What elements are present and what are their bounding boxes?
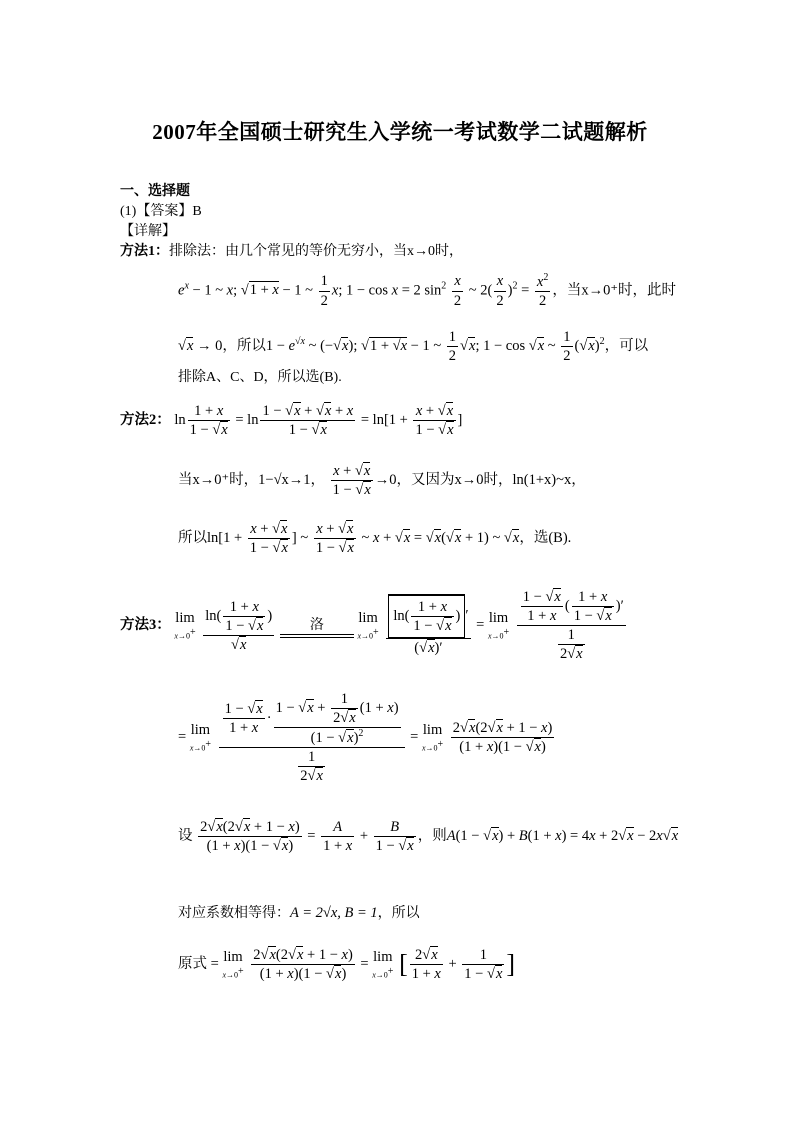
- method3-let: 设: [178, 827, 193, 844]
- frac: $\frac{1}{2}$: [448, 329, 457, 365]
- limit: lim x→0+: [357, 610, 379, 641]
- method2-so: 所以: [178, 529, 207, 546]
- method1-intro: 排除法：由几个常见的等价无穷小，当x→0时，: [169, 244, 463, 259]
- method2-formula-2: [178, 462, 586, 499]
- answer-line: [120, 200, 202, 220]
- lhopital-label: 洛: [309, 617, 324, 633]
- method1-formula-1: $e^x - 1$ ~ x; √1 + x − 1 ~ $\frac{1}{2}$ x; 1 − cos x = 2 $\sin^2$ $\frac{x}{2}$ ~ 2( $\frac{x}{2}$ )$^2$ = $\frac{x^2}{2}$ ，当x→0⁺时，此时: [178, 272, 676, 309]
- limit: lim x→0+: [372, 949, 394, 980]
- method1-exclude: 排除A、C、D，所以选(B).: [178, 370, 342, 385]
- frac: $\frac{1 - √x}{1 + x}$ ( $\frac{1 + x}{1 - √x}$ )′ $\frac{1}{2√x}$: [517, 588, 626, 664]
- limit: lim x→0+: [189, 722, 212, 753]
- method3-then: ，则: [417, 827, 447, 844]
- method3-orig: 原式: [178, 955, 207, 972]
- frac: $\frac{x}{2}$: [496, 273, 504, 309]
- frac: $\frac{1 + x}{1 - √x}$: [189, 403, 228, 439]
- frac: $\frac{B}{1 - √x}$: [375, 819, 414, 855]
- frac: $\frac{A}{1 + x}$: [323, 819, 353, 855]
- method3-coef-result: A = 2√x, B = 1: [290, 905, 378, 921]
- detail-label: 【详解】: [120, 224, 176, 239]
- answer-value: B: [192, 204, 202, 219]
- method2-label: 方法2：: [120, 411, 171, 428]
- frac: ln( $\frac{1 + x}{1 - √x}$ ) √x: [205, 598, 273, 653]
- limit: lim x→0+: [174, 610, 196, 641]
- page-title: 2007年全国硕士研究生入学统一考试数学二试题解析: [152, 120, 648, 144]
- frac: ln( $\frac{1 + x}{1 - √x}$ ) ′ (√x)′: [386, 594, 470, 657]
- method3-formula-1: 方法3： lim x→0+ ln( $\frac{1 + x}{1 - √x}$ ) √x 洛 lim x→0+ ln( $\frac{1 + x}{1 - √x}$ ) ′ (√x)′ = lim x→0+ $\frac{1 - √x}{1 + x}$ ( $\frac{1 + x}{1 - √x}$ )′ $\frac{1}{2√x}$: [120, 589, 624, 663]
- frac: $\frac{x}{2}$: [453, 273, 462, 309]
- method2-formula-1: 方法2： ln $\frac{1 + x}{1 - √x}$ = ln $\frac{1 - √x + √x + x}{1 - √x}$ = ln[1 + $\frac{x + √x}{1 - √x}$ ]: [120, 403, 463, 439]
- method2-when: 当x→0⁺时，1−√x→1，: [178, 471, 326, 488]
- answer-prefix: (1)【答案】: [120, 204, 193, 219]
- method1-label: 方法1：: [120, 244, 169, 259]
- method1-line: [120, 240, 463, 260]
- frac: $\frac{x + √x}{1 - √x}$: [332, 463, 371, 499]
- frac: $\frac{x + √x}{1 - √x}$: [315, 521, 354, 557]
- method2-formula-3: 所以ln[1 + $\frac{x + √x}{1 - √x}$ ] ~ $\frac{x + √x}{1 - √x}$ ~ x + √x = √x(√x + 1) ~ √x，选(B).: [178, 521, 572, 557]
- method1-so: ，所以: [222, 337, 266, 354]
- frac: $\frac{2√x(2√x + 1 - x)}{(1 + x)(1 - √x)}$: [452, 720, 553, 756]
- method3-formula-3: 设 $\frac{2√x(2√x + 1 - x)}{(1 + x)(1 - √x)}$ = $\frac{A}{1 + x}$ + $\frac{B}{1 - √x}$ ，则A(1 − √x) + B(1 + x) = 4x + 2√x − 2x√x: [178, 819, 679, 855]
- limit: lim x→0+: [487, 610, 510, 641]
- method2-again: →0，又因为x→0时，ln(1+x)~x，: [374, 471, 586, 488]
- frac: $\frac{1 - √x}{1 + x}$ · 1 − √x + $\frac{1}{2√x}$ (1 + x) $(1 - √x)^2$ $\frac{1}{2√x}$: [219, 690, 405, 785]
- limit: lim x→0+: [421, 722, 444, 753]
- frac: $\frac{x^2}{2}$: [536, 272, 549, 309]
- method3-so: ，所以: [377, 906, 420, 921]
- method3-coef-line: [178, 902, 420, 922]
- frac: $\frac{x + √x}{1 - √x}$: [249, 521, 288, 557]
- method3-formula-4: 原式 = lim x→0+ $\frac{2√x(2√x + 1 - x)}{(1 + x)(1 - √x)}$ = lim x→0+ [ $\frac{2√x}{1 + x}$ + $\frac{1}{1 - √x}$ ]: [178, 947, 516, 983]
- frac: $\frac{2√x(2√x + 1 - x)}{(1 + x)(1 - √x)}$: [200, 819, 300, 855]
- method2-pick: ，选(B).: [519, 529, 572, 546]
- method1-mid-text: ，当x→0⁺时，此时: [552, 282, 676, 299]
- method1-can: ，可以: [604, 337, 649, 354]
- method3-label: 方法3：: [120, 617, 171, 634]
- frac: $\frac{1 - √x + √x + x}{1 - √x}$: [262, 403, 354, 439]
- frac: $\frac{2√x}{1 + x}$: [411, 947, 441, 983]
- limit: lim x→0+: [222, 949, 244, 980]
- frac: $\frac{1}{1 - √x}$: [464, 947, 503, 983]
- method3-coef: 对应系数相等得：: [178, 906, 290, 921]
- frac: $\frac{1}{2}$: [563, 329, 571, 365]
- frac: $\frac{1}{2}$: [320, 273, 328, 309]
- lhopital-arrow: [280, 614, 354, 638]
- method3-formula-2: = lim x→0+ $\frac{1 - √x}{1 + x}$ · 1 − √x + $\frac{1}{2√x}$ (1 + x) $(1 - √x)^2$ $\frac{1}{2√x}$ = lim x→0+ $\frac{2√x(2√x + 1 - x)}{(1 + x)(1 - √x)}$: [178, 691, 553, 785]
- frac: $\frac{x + √x}{1 - √x}$: [415, 403, 454, 439]
- section-heading: 一、选择题: [120, 184, 190, 199]
- frac: $\frac{2√x(2√x + 1 - x)}{(1 + x)(1 - √x)}$: [253, 947, 353, 983]
- method1-formula-2: √x → 0，所以$1 - e^{√x}$ ~ (−√x); √1 + √x − 1 ~ $\frac{1}{2}$ √x; 1 − cos √x ~ $\frac{1}{2}$ $(√x)^2$，可以: [178, 329, 649, 365]
